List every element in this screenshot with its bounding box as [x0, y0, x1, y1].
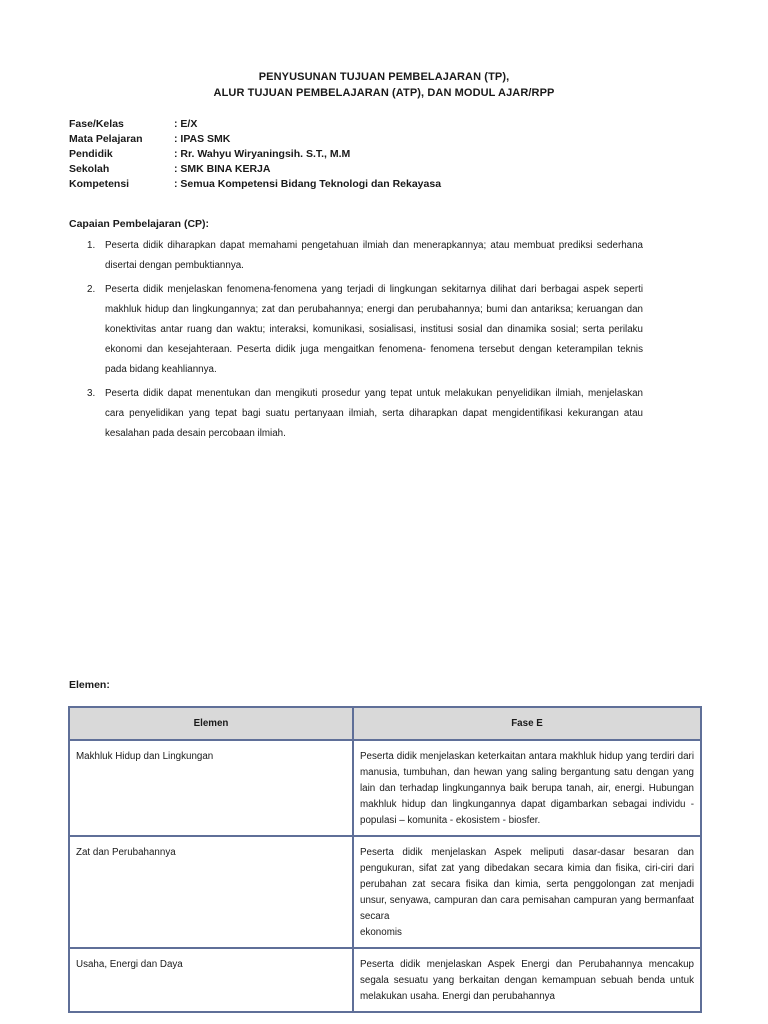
meta-value: : SMK BINA KERJA	[174, 163, 271, 175]
meta-row-fase	[69, 117, 441, 132]
column-header-fase: Fase E	[353, 707, 701, 740]
fase-cell-text: Peserta didik menjelaskan Aspek meliputi dasar-dasar besaran dan pengukuran, sifat zat yang dibedakan secara kimia dan fisika, ciri-ciri dari perubahan zat secara fisika dan kimia, serta penggolongan zat menjadi unsur, senyawa, campuran dan cara pemisahan campuran yang bermanfaat secara	[360, 847, 694, 922]
elemen-cell: Makhluk Hidup dan Lingkungan	[69, 740, 353, 836]
meta-row-kompetensi	[69, 177, 441, 192]
document-title-line2: ALUR TUJUAN PEMBELAJARAN (ATP), DAN MODUL AJAR/RPP	[213, 87, 555, 99]
cp-item-number: 1.	[87, 240, 96, 251]
cp-item	[69, 280, 643, 380]
cp-item-number: 2.	[87, 284, 96, 295]
fase-cell: Peserta didik menjelaskan Aspek Energi dan Perubahannya mencakup segala sesuatu yang berkaitan dengan kemampuan sebuah benda untuk melakukan usaha. Energi dan perubahannya	[353, 948, 701, 1012]
meta-value: : E/X	[174, 118, 198, 130]
fase-cell	[353, 836, 701, 948]
meta-value: : Semua Kompetensi Bidang Teknologi dan Rekayasa	[174, 178, 442, 190]
meta-label: Fase/Kelas	[69, 118, 124, 130]
cp-item	[69, 384, 643, 444]
cp-heading: Capaian Pembelajaran (CP):	[69, 218, 210, 230]
cp-item	[69, 236, 643, 276]
meta-value: : IPAS SMK	[174, 133, 231, 145]
cp-item-number: 3.	[87, 388, 96, 399]
elemen-heading: Elemen:	[69, 679, 110, 691]
meta-label: Pendidik	[69, 148, 113, 160]
meta-label: Kompetensi	[69, 178, 130, 190]
meta-row-mapel	[69, 132, 441, 147]
column-header-elemen: Elemen	[69, 707, 353, 740]
meta-row-sekolah	[69, 162, 441, 177]
table-row	[69, 836, 701, 948]
identity-block	[69, 117, 441, 192]
cp-item-text: Peserta didik diharapkan dapat memahami pengetahuan ilmiah dan menerapkannya; atau membuat prediksi sederhana disertai dengan pembuktiannya.	[105, 240, 643, 271]
elemen-table	[68, 706, 702, 1013]
table-row	[69, 948, 701, 1012]
elemen-cell: Zat dan Perubahannya	[69, 836, 353, 948]
meta-label: Mata Pelajaran	[69, 133, 143, 145]
cp-list	[69, 236, 643, 448]
fase-cell: Peserta didik menjelaskan keterkaitan antara makhluk hidup yang terdiri dari manusia, tumbuhan, dan hewan yang saling bergantung satu dengan yang lain dan terhadap lingkungannya baik berupa tanah, air, energi. Hubungan makhluk hidup dan lingkungannya dapat digambarkan sebagai individu - populasi – komunita - ekosistem - biosfer.	[353, 740, 701, 836]
meta-label: Sekolah	[69, 163, 110, 175]
meta-row-pendidik	[69, 147, 441, 162]
cp-item-text: Peserta didik menjelaskan fenomena-fenomena yang terjadi di lingkungan sekitarnya dilihat dari berbagai aspek seperti makhluk hidup dan lingkungannya; zat dan perubahannya; energi dan perubahannya; bumi dan antariksa; keruangan dan konektivitas antar ruang dan waktu; interaksi, komunikasi, sosialisasi, institusi sosial dan dinamika sosial; serta perilaku ekonomi dan kesejahteraan. Peserta didik juga mengaitkan fenomena- fenomena tersebut dengan keterampilan teknis pada bidang keahliannya.	[105, 284, 643, 375]
table-header-row	[69, 707, 701, 740]
document-title-line1: PENYUSUNAN TUJUAN PEMBELAJARAN (TP),	[258, 71, 510, 83]
cp-item-text: Peserta didik dapat menentukan dan mengikuti prosedur yang tepat untuk melakukan penyelidikan ilmiah, menjelaskan cara penyelidikan yang tepat bagi suatu pertanyaan ilmiah, serta diharapkan dapat mengidentifikasi kekurangan atau kesalahan pada desain percobaan ilmiah.	[105, 388, 643, 439]
fase-cell-text-extra: ekonomis	[360, 927, 402, 938]
meta-value: : Rr. Wahyu Wiryaningsih. S.T., M.M	[174, 148, 351, 160]
elemen-cell: Usaha, Energi dan Daya	[69, 948, 353, 1012]
table-row	[69, 740, 701, 836]
